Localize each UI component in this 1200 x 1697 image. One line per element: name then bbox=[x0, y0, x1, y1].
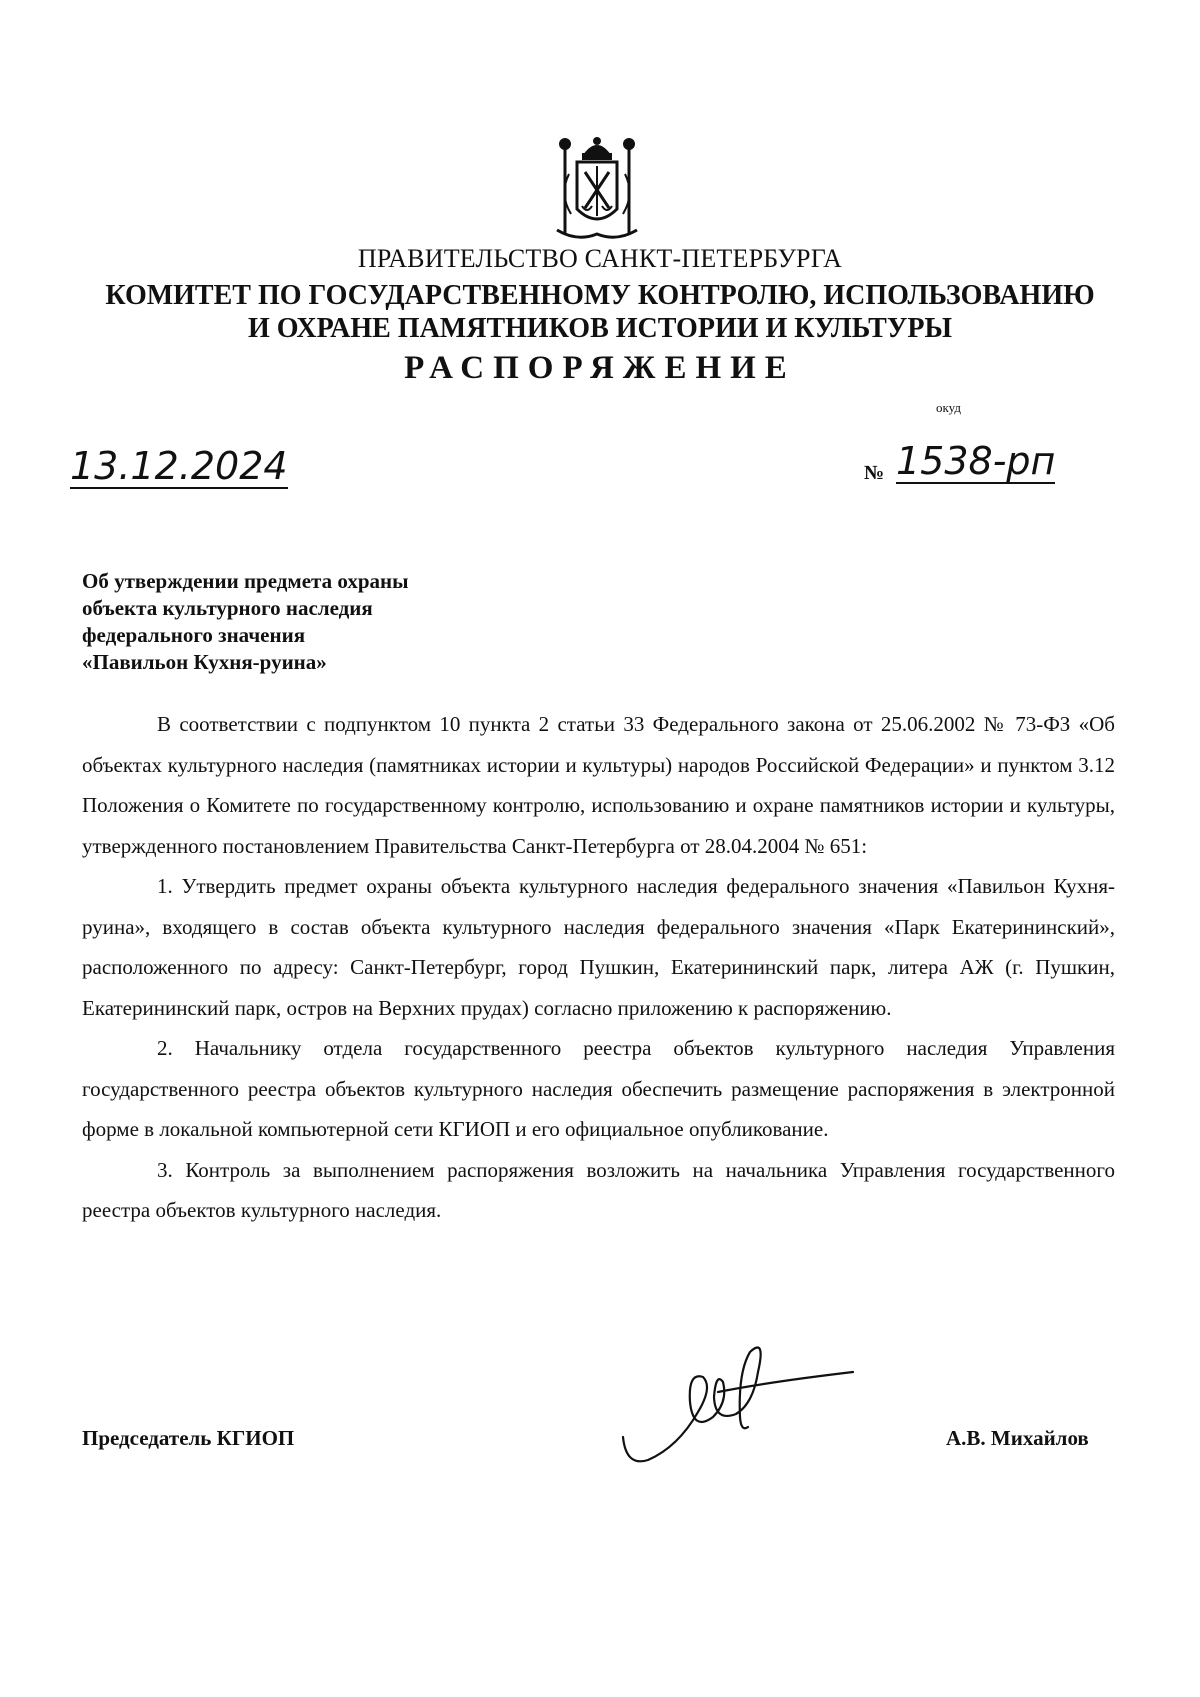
clause-2-paragraph: 2. Начальнику отдела государственного реестра объектов культурного наследия Управления государственного реестра объектов культурного наследия обеспечить размещение распоряжения в электронной форме в локальной компьютерной сети КГИОП и его официальное опубликование. bbox=[82, 1036, 1115, 1141]
preamble-paragraph: В соответствии с подпунктом 10 пункта 2 статьи 33 Федерального закона от 25.06.2002 № 73-ФЗ «Об объектах культурного наследия (памятниках истории и культуры) народов Российской Федерации» и пунктом 3.12 Положения о Комитете по государственному контролю, использованию и охране памятников истории и культуры, утвержденного постановлением Правительства Санкт-Петербурга от 28.04.2004 № 651: bbox=[82, 712, 1115, 858]
number-label: № bbox=[864, 462, 885, 484]
committee-title-line2: И ОХРАНЕ ПАМЯТНИКОВ ИСТОРИИ И КУЛЬТУРЫ bbox=[248, 313, 952, 344]
document-type: РАСПОРЯЖЕНИЕ bbox=[404, 350, 796, 386]
signatory-name: А.В. Михайлов bbox=[946, 1426, 1089, 1450]
coat-of-arms-icon bbox=[547, 134, 647, 246]
document-date: 13.12.2024 bbox=[70, 444, 288, 488]
government-title: ПРАВИТЕЛЬСТВО САНКТ-ПЕТЕРБУРГА bbox=[357, 244, 843, 273]
committee-title-line1: КОМИТЕТ ПО ГОСУДАРСТВЕННОМУ КОНТРОЛЮ, ИСПОЛЬЗОВАНИЮ bbox=[105, 280, 1095, 311]
document-body bbox=[82, 704, 1115, 1231]
okud-label: окуд bbox=[936, 400, 961, 415]
document-number: 1538-рп bbox=[896, 439, 1056, 483]
handwritten-signature-icon bbox=[618, 1332, 858, 1472]
subject-line: «Павильон Кухня-руина» bbox=[82, 650, 327, 674]
subject-block bbox=[82, 568, 409, 676]
subject-line: объекта культурного наследия bbox=[82, 596, 373, 620]
clause-3-paragraph: 3. Контроль за выполнением распоряжения возложить на начальника Управления государственного реестра объектов культурного наследия. bbox=[82, 1157, 1115, 1222]
clause-1-paragraph: 1. Утвердить предмет охраны объекта культурного наследия федерального значения «Павильон Кухня-руина», входящего в состав объекта культурного наследия федерального значения «Парк Екатерининский», расположенного по адресу: Санкт-Петербург, город Пушкин, Екатерининский парк, литера АЖ (г. Пушкин, Екатерининский парк, остров на Верхних прудах) согласно приложению к распоряжению. bbox=[82, 874, 1115, 1020]
subject-line: федерального значения bbox=[82, 623, 306, 647]
signatory-title: Председатель КГИОП bbox=[82, 1426, 295, 1450]
subject-line: Об утверждении предмета охраны bbox=[82, 569, 409, 593]
